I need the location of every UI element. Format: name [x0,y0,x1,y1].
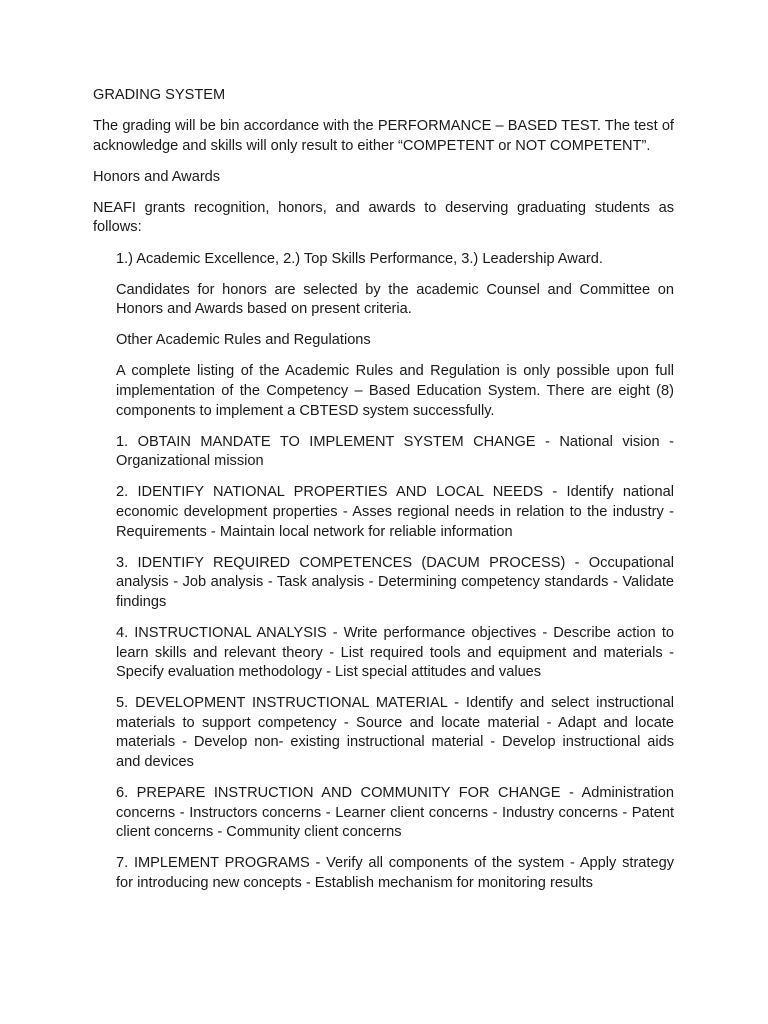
component-item: 1. OBTAIN MANDATE TO IMPLEMENT SYSTEM CHANGE - National vision - Organizational mission [116,433,674,470]
candidates-paragraph: Candidates for honors are selected by the academic Counsel and Committee on Honors and Awards based on present criteria. [116,281,674,318]
rules-paragraph: A complete listing of the Academic Rules and Regulation is only possible upon full implementation of the Competency – Based Education System. There are eight (8) components to implement a CBTESD system successfully. [116,363,674,419]
honors-intro-paragraph: NEAFI grants recognition, honors, and awards to deserving graduating students as follows: [93,199,674,236]
indented-section [116,250,674,894]
document-page [93,86,674,905]
component-item: 6. PREPARE INSTRUCTION AND COMMUNITY FOR CHANGE - Administration concerns - Instructors concerns - Learner client concerns - Industry concerns - Patent client concerns - Community client concerns [116,785,674,841]
awards-list: 1.) Academic Excellence, 2.) Top Skills Performance, 3.) Leadership Award. [116,250,603,267]
rules-heading: Other Academic Rules and Regulations [116,332,371,349]
honors-heading: Honors and Awards [93,168,221,185]
component-item: 4. INSTRUCTIONAL ANALYSIS - Write performance objectives - Describe action to learn skills and relevant theory - List required tools and equipment and materials - Specify evaluation methodology - List special attitudes and values [116,624,674,681]
component-item: 7. IMPLEMENT PROGRAMS - Verify all components of the system - Apply strategy for introducing new concepts - Establish mechanism for monitoring results [116,855,674,891]
component-item: 3. IDENTIFY REQUIRED COMPETENCES (DACUM PROCESS) - Occupational analysis - Job analysis - Task analysis - Determining competency standards - Validate findings [116,554,674,610]
grading-system-heading: GRADING SYSTEM [93,87,226,103]
grading-paragraph: The grading will be bin accordance with the PERFORMANCE – BASED TEST. The test of acknowledge and skills will only result to either “COMPETENT or NOT COMPETENT”. [93,118,674,154]
component-item: 2. IDENTIFY NATIONAL PROPERTIES AND LOCAL NEEDS - Identify national economic development properties - Asses regional needs in relation to the industry - Requirements - Maintain local network for reliable information [116,484,674,540]
component-item: 5. DEVELOPMENT INSTRUCTIONAL MATERIAL - Identify and select instructional materials to support competency - Source and locate material - Adapt and locate materials - Develop non- existing instructional material - Develop instructional aids and devices [116,695,674,771]
